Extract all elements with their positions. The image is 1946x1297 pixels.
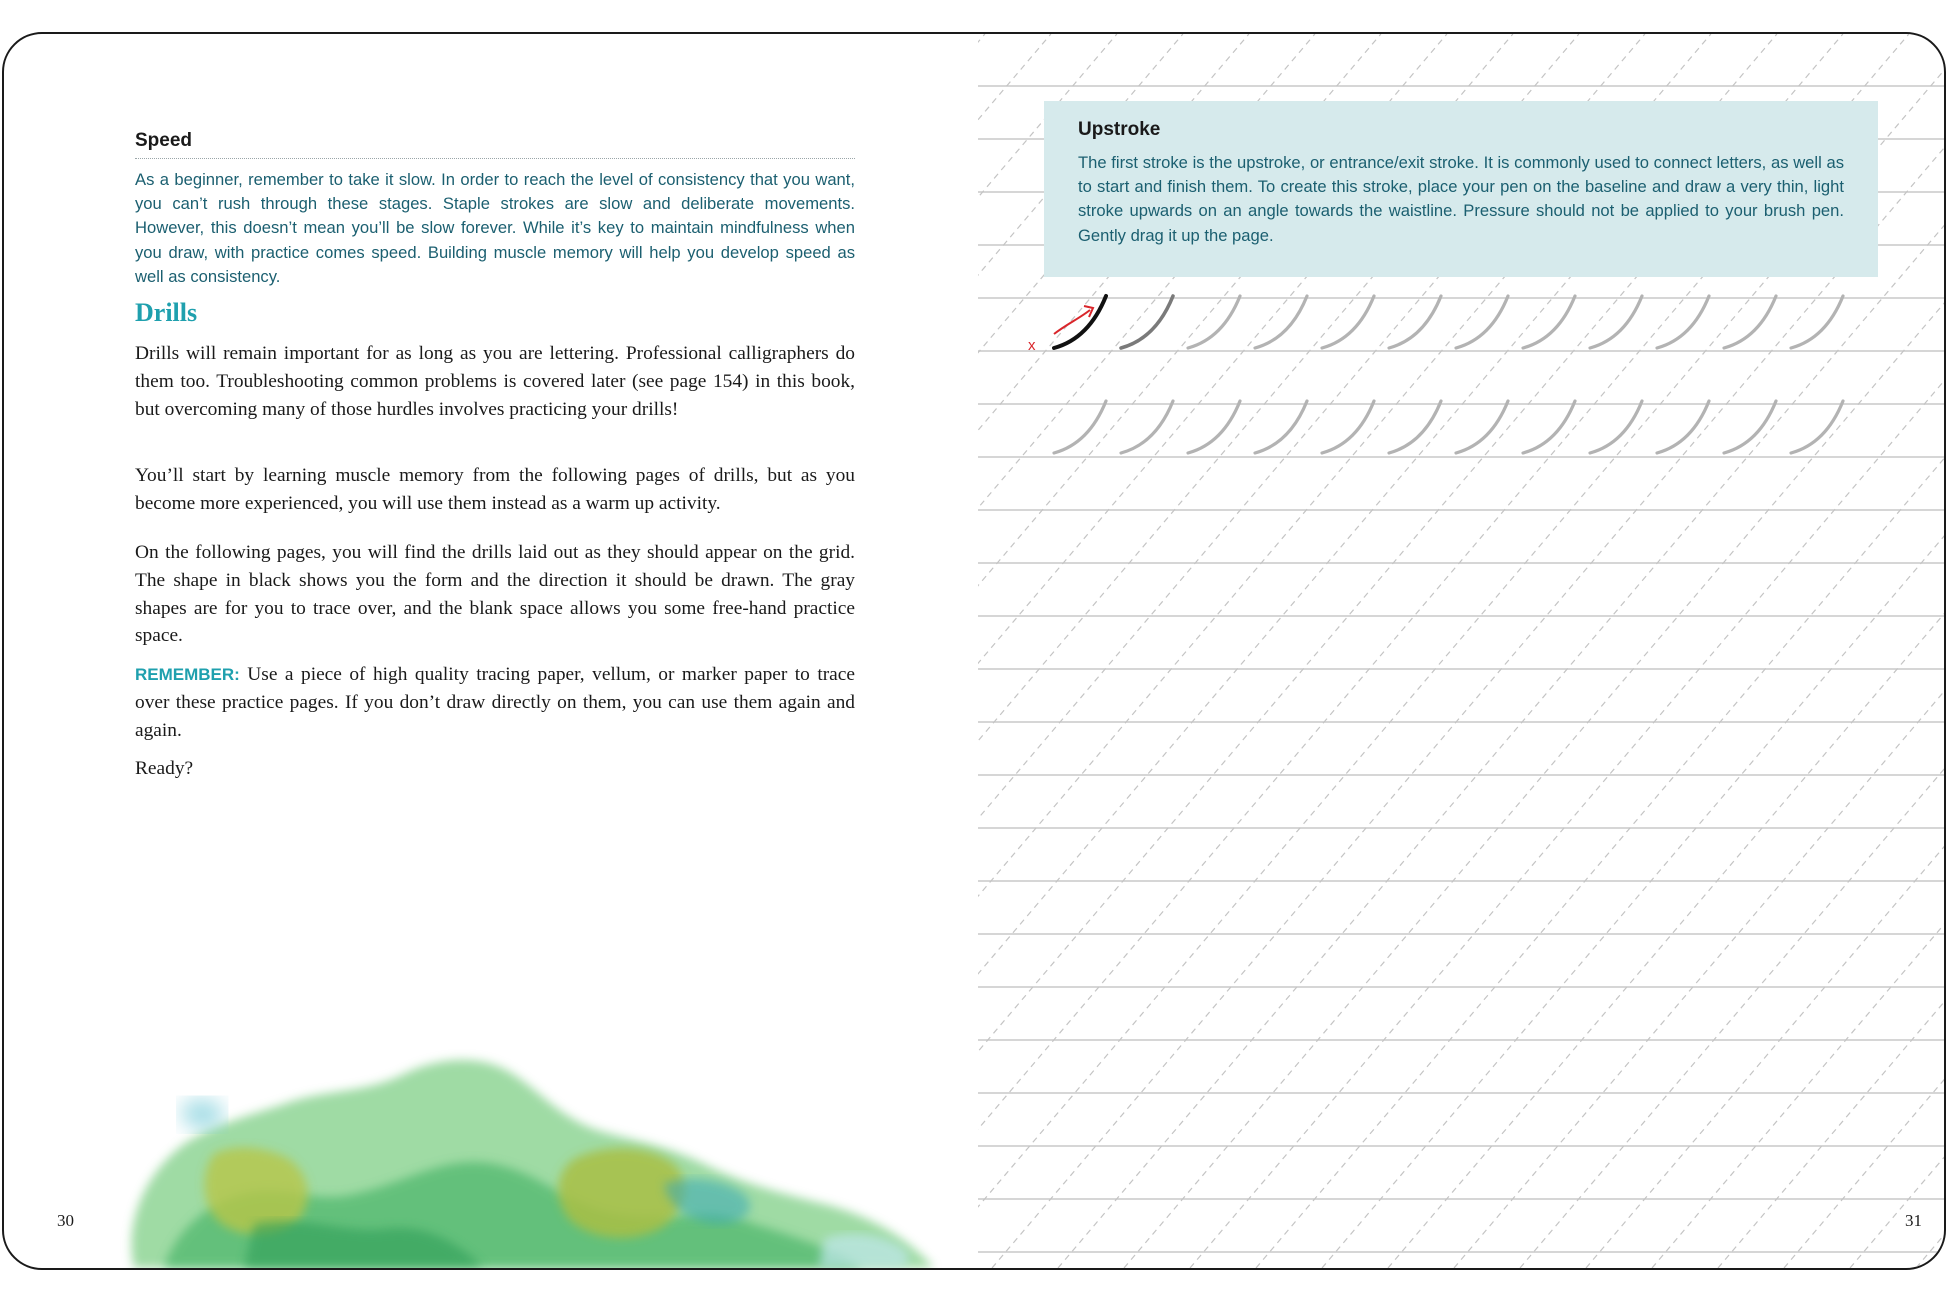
upstroke-mark: [1188, 401, 1240, 453]
upstroke-mark: [1456, 296, 1508, 348]
page-number-right: 31: [1905, 1211, 1922, 1230]
remember-text: Use a piece of high quality tracing paper, vellum, or marker paper to trace over these practice pages. If you don’t draw directly on them, you can use them again and again.: [135, 664, 855, 741]
upstroke-mark: [1322, 296, 1374, 348]
upstroke-mark: [1255, 296, 1307, 348]
start-marker: x: [1028, 337, 1036, 354]
upstroke-mark: [1188, 296, 1240, 348]
upstroke-mark: [1590, 296, 1642, 348]
speed-heading: Speed: [135, 130, 855, 159]
drills-paragraph-3: On the following pages, you will find the drills laid out as they should appear on the grid. The shape in black shows you the form and the direction it should be drawn. The gray shapes are for you to trace over, and the blank space allows you some free-hand practice space.: [135, 542, 855, 647]
speed-paragraph: As a beginner, remember to take it slow. In order to reach the level of consistency that you want, you can’t rush through these stages. Staple strokes are slow and deliberate movements. However, this doesn’t mean you’ll be slow forever. While it’s key to maintain mindfulness when you draw, with practice comes speed. Building muscle memory will help you develop speed as well as consistency.: [135, 170, 855, 286]
upstroke-mark: [1389, 296, 1441, 348]
book-spread: [2, 32, 1946, 1270]
remember-label: REMEMBER:: [135, 665, 240, 684]
upstroke-mark: [1255, 401, 1307, 453]
right-page: [972, 34, 1944, 1268]
upstroke-mark: [1724, 296, 1776, 348]
page-number-left: 30: [57, 1211, 74, 1230]
upstroke-paragraph: The first stroke is the upstroke, or entrance/exit stroke. It is commonly used to connect letters, as well as to start and finish them. To create this stroke, place your pen on the baseline and draw a very thin, light stroke upwards on an angle towards the waistline. Pressure should not be applied to your brush pen. Gently drag it up the page.: [1078, 153, 1844, 245]
ready-text: Ready?: [135, 758, 194, 779]
upstroke-mark: [1791, 296, 1843, 348]
upstroke-mark: [1121, 296, 1173, 348]
drills-paragraph-1: Drills will remain important for as long as you are lettering. Professional calligraphers do them too. Troubleshooting common problems is covered later (see page 154) in this book, but overcoming many of those hurdles involves practicing your drills!: [135, 343, 855, 420]
upstroke-mark: [1791, 401, 1843, 453]
upstroke-mark: [1724, 401, 1776, 453]
left-page: [4, 34, 972, 1268]
upstroke-mark: [1121, 401, 1173, 453]
upstroke-mark: [1523, 296, 1575, 348]
upstroke-drills: [972, 34, 1944, 1268]
remember-paragraph: [135, 661, 855, 744]
upstroke-mark: [1054, 401, 1106, 453]
upstroke-mark: [1389, 401, 1441, 453]
upstroke-heading: Upstroke: [1078, 119, 1161, 140]
upstroke-mark: [1590, 401, 1642, 453]
upstroke-mark: [1657, 401, 1709, 453]
drills-paragraph-2: You’ll start by learning muscle memory from the following pages of drills, but as you become more experienced, you will use them instead as a warm up activity.: [135, 465, 855, 514]
upstroke-mark: [1322, 401, 1374, 453]
upstroke-mark: [1657, 296, 1709, 348]
drills-heading: Drills: [135, 298, 198, 327]
upstroke-mark: [1523, 401, 1575, 453]
watercolor-illustration: [104, 1034, 984, 1268]
upstroke-mark: [1054, 296, 1106, 348]
upstroke-mark: [1456, 401, 1508, 453]
